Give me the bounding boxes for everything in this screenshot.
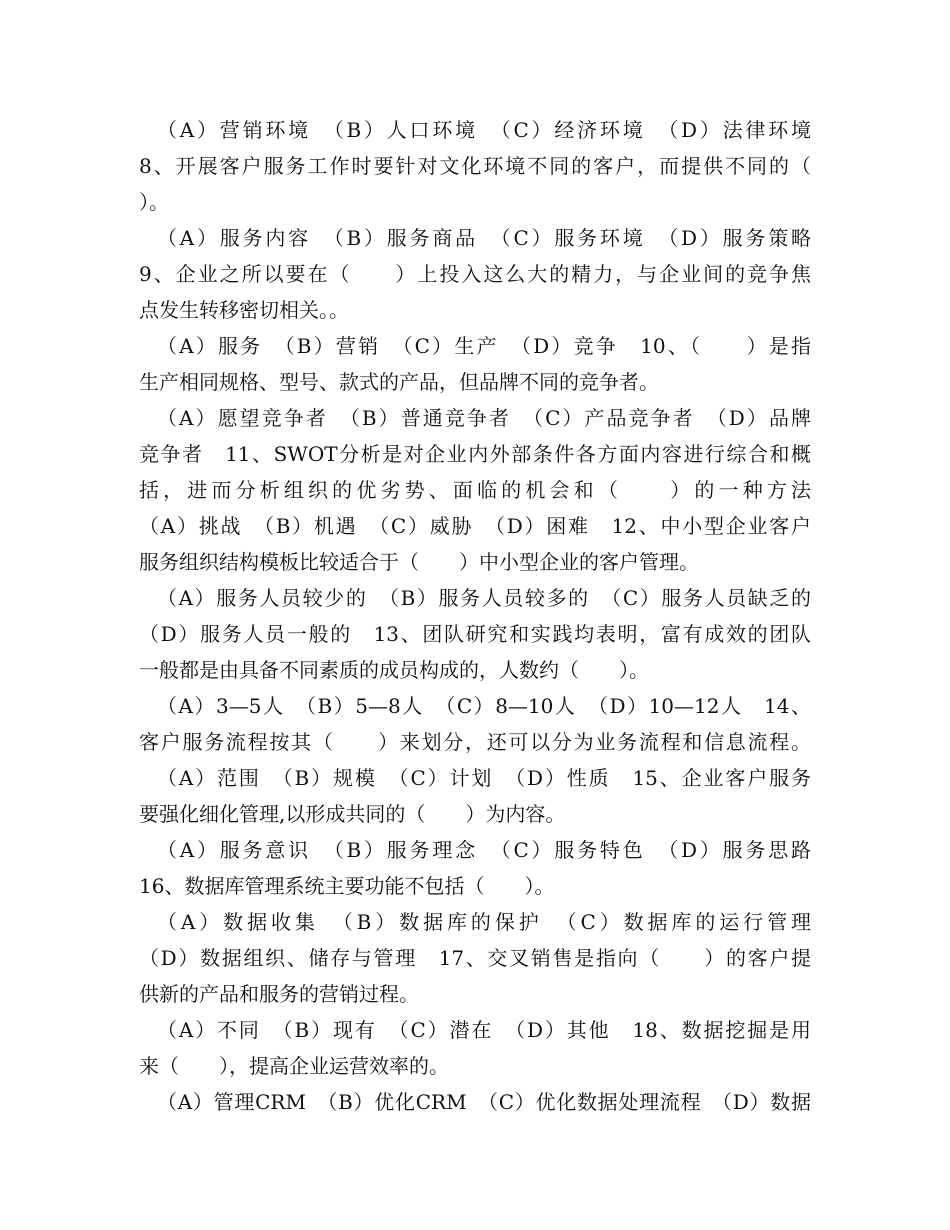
text-line: 8、开展客户服务工作时要针对文化环境不同的客户，而提供不同的（ [139, 154, 811, 178]
text-line: 9、企业之所以要在（ ）上投入这么大的精力，与企业间的竞争焦 [139, 262, 811, 286]
text-line: 生产相同规格、型号、款式的产品，但品牌不同的竞争者。 [139, 370, 659, 394]
text-line: 要强化细化管理,以形成共同的（ ）为内容。 [139, 802, 566, 826]
text-line: （A）愿望竞争者 （B）普通竞争者 （C）产品竞争者 （D）品牌 [157, 406, 811, 430]
text-line: （A）服务意识 （B）服务理念 （C）服务特色 （D）服务思路 [157, 838, 811, 862]
text-line: ）。 [139, 190, 169, 214]
text-line: 服务组织结构模板比较适合于（ ）中小型企业的客户管理。 [139, 550, 699, 574]
text-line: （A）数据收集 （B）数据库的保护 （C）数据库的运行管理 [157, 910, 811, 934]
text-line: 一般都是由具备不同素质的成员构成的，人数约（ ）。 [139, 658, 649, 682]
text-line: 16、数据库管理系统主要功能不包括（ ）。 [139, 874, 555, 898]
text-line: （A）服务人员较少的 （B）服务人员较多的 （C）服务人员缺乏的 [157, 586, 811, 610]
text-line: （A）服务 （B）营销 （C）生产 （D）竞争 10、（ ）是指 [157, 334, 811, 358]
text-line: （A）挑战 （B）机遇 （C）威胁 （D）困难 12、中小型企业客户 [139, 514, 811, 538]
text-line: 点发生转移密切相关。。 [139, 298, 349, 322]
text-line: 竞争者 11、SWOT分析是对企业内外部条件各方面内容进行综合和概 [139, 442, 811, 466]
text-line: 来（ ），提高企业运营效率的。 [139, 1054, 449, 1078]
text-line: （A）营销环境 （B）人口环境 （C）经济环境 （D）法律环境 [157, 118, 811, 142]
text-line: （A）范围 （B）规模 （C）计划 （D）性质 15、企业客户服务 [157, 766, 811, 790]
text-line: 客户服务流程按其（ ）来划分，还可以分为业务流程和信息流程。 [139, 730, 811, 754]
text-line: （A）管理CRM （B）优化CRM （C）优化数据处理流程 （D）数据 [157, 1090, 811, 1114]
text-line: （A）3—5人 （B）5—8人 （C）8—10人 （D）10—12人 14、 [157, 694, 811, 718]
text-line: 供新的产品和服务的营销过程。 [139, 982, 419, 1006]
text-line: （A）不同 （B）现有 （C）潜在 （D）其他 18、数据挖掘是用 [157, 1018, 811, 1042]
text-line: （D）服务人员一般的 13、团队研究和实践均表明，富有成效的团队 [139, 622, 811, 646]
text-line: （D）数据组织、储存与管理 17、交叉销售是指向（ ）的客户提 [139, 946, 811, 970]
text-line: （A）服务内容 （B）服务商品 （C）服务环境 （D）服务策略 [157, 226, 811, 250]
text-line: 括，进而分析组织的优劣势、面临的机会和（ ）的一种方法 [139, 478, 811, 502]
